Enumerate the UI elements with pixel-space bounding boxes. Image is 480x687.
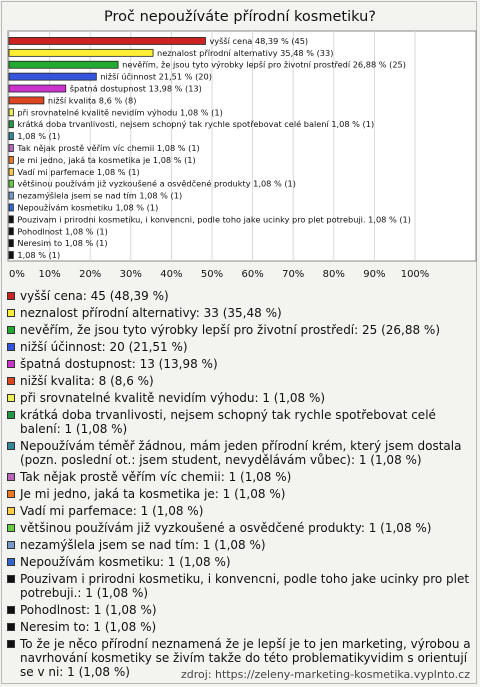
legend-text: To že je něco přírodní neznamená že je lepší je to jen marketing, výrobou a navrhování kosmetiky se živím takže do této problematikyvidim s orientují se v ni: 1 (1,08 %) bbox=[20, 637, 471, 679]
bar bbox=[9, 180, 13, 187]
x-tick-label: 80% bbox=[322, 269, 345, 280]
legend-text: většinou používám již vyzkoušené a osvědčené produkty: 1 (1,08 %) bbox=[20, 521, 432, 535]
bar-label: Neresim to 1,08 % (1) bbox=[17, 238, 108, 249]
bar-label: nevěřím, že jsou tyto výrobky lepší pro životní prostředí 26,88 % (25) bbox=[122, 59, 406, 70]
legend-item bbox=[7, 504, 473, 518]
x-tick-label: 70% bbox=[282, 269, 305, 280]
bar bbox=[9, 49, 153, 56]
x-tick-label: 10% bbox=[38, 269, 61, 280]
legend-item bbox=[7, 340, 473, 354]
legend-item bbox=[7, 323, 473, 337]
legend-swatch bbox=[7, 606, 15, 614]
bar-label: Vadí mi parfemace 1,08 % (1) bbox=[17, 166, 140, 177]
bar-label: Tak nějak prostě věřím víc chemii 1,08 % (1) bbox=[17, 143, 200, 153]
x-tick-label: 40% bbox=[160, 269, 183, 280]
x-tick-label: 30% bbox=[119, 269, 142, 280]
bar bbox=[9, 204, 13, 211]
bar-label: Pohodlnost 1,08 % (1) bbox=[17, 226, 108, 237]
bar-label: Nepoužívám kosmetiku 1,08 % (1) bbox=[17, 202, 159, 213]
legend-text: špatná dostupnost: 13 (13,98 %) bbox=[20, 357, 218, 371]
source-credit: zdroj: https://zeleny-marketing-kosmetika.vyplnto.cz bbox=[181, 668, 470, 681]
bar bbox=[9, 37, 205, 44]
legend-swatch bbox=[7, 360, 15, 368]
bar bbox=[9, 133, 13, 140]
legend-item bbox=[7, 439, 473, 467]
legend-item bbox=[7, 521, 473, 535]
legend-text: Je mi jedno, jaká ta kosmetika je: 1 (1,08 %) bbox=[20, 487, 286, 501]
bar bbox=[9, 145, 13, 152]
legend-swatch bbox=[7, 541, 15, 549]
legend-swatch bbox=[7, 309, 15, 317]
bar-label: nezamýšlela jsem se nad tím 1,08 % (1) bbox=[17, 190, 183, 201]
legend-text: Pouzivam i prirodni kosmetiku, i konvencni, podle toho jake ucinky pro plet potrebuji.: 1 (1,08 %) bbox=[20, 572, 470, 600]
bar bbox=[9, 156, 13, 163]
legend-text: Nepoužívám kosmetiku: 1 (1,08 %) bbox=[20, 555, 231, 569]
bar-label: při srovnatelné kvalitě nevidím výhodu 1,08 % (1) bbox=[17, 107, 223, 118]
legend-text: nižší kvalita: 8 (8,6 %) bbox=[20, 374, 154, 388]
legend-item bbox=[7, 357, 473, 371]
legend-item bbox=[7, 306, 473, 320]
legend-text: vyšší cena: 45 (48,39 %) bbox=[20, 289, 169, 303]
x-tick-label: 90% bbox=[363, 269, 386, 280]
legend-swatch bbox=[7, 524, 15, 532]
legend-swatch bbox=[7, 558, 15, 566]
chart-legend bbox=[7, 289, 473, 682]
legend-text: krátká doba trvanlivosti, nejsem schopný tak rychle spotřebovat celé balení: 1 (1,08 %) bbox=[20, 408, 436, 436]
bar-label: nižší účinnost 21,51 % (20) bbox=[100, 71, 212, 82]
legend-text: při srovnatelné kvalitě nevidím výhodu: 1 (1,08 %) bbox=[20, 391, 326, 405]
bar bbox=[9, 240, 13, 247]
legend-item bbox=[7, 374, 473, 388]
legend-swatch bbox=[7, 490, 15, 498]
legend-swatch bbox=[7, 394, 15, 402]
bar bbox=[9, 192, 13, 199]
bar bbox=[9, 73, 96, 80]
bar-label: špatná dostupnost 13,98 % (13) bbox=[69, 83, 202, 94]
legend-swatch bbox=[7, 326, 15, 334]
legend-swatch bbox=[7, 442, 15, 450]
bar-label: Pouzivam i prirodni kosmetiku, i konvencni, podle toho jake ucinky pro plet potrebuji. 1,08 % (1) bbox=[17, 214, 411, 225]
bar bbox=[9, 252, 13, 259]
bar bbox=[9, 85, 66, 92]
bar bbox=[9, 228, 13, 235]
x-tick-label: 20% bbox=[79, 269, 102, 280]
legend-swatch bbox=[7, 640, 15, 648]
bar-label: krátká doba trvanlivosti, nejsem schopný tak rychle spotřebovat celé balení 1,08 % (1) bbox=[17, 119, 375, 130]
legend-item bbox=[7, 391, 473, 405]
legend-item bbox=[7, 555, 473, 569]
legend-swatch bbox=[7, 473, 15, 481]
bar bbox=[9, 121, 13, 128]
bar bbox=[9, 168, 13, 175]
x-tick-label: 60% bbox=[241, 269, 264, 280]
bar bbox=[9, 61, 118, 68]
legend-swatch bbox=[7, 411, 15, 419]
bar-label: vyšší cena 48,39 % (45) bbox=[209, 35, 309, 46]
bar bbox=[9, 216, 13, 223]
bar bbox=[9, 97, 44, 104]
legend-swatch bbox=[7, 507, 15, 515]
legend-item bbox=[7, 408, 473, 436]
legend-text: nevěřím, že jsou tyto výrobky lepší pro životní prostředí: 25 (26,88 %) bbox=[20, 323, 441, 337]
legend-swatch bbox=[7, 377, 15, 385]
bar-label: 1,08 % (1) bbox=[17, 131, 61, 142]
legend-text: Neresim to: 1 (1,08 %) bbox=[20, 620, 157, 634]
legend-text: Vadí mi parfemace: 1 (1,08 %) bbox=[20, 504, 204, 518]
legend-text: Pohodlnost: 1 (1,08 %) bbox=[20, 603, 157, 617]
bar-label: neznalost přírodní alternativy 35,48 % (33) bbox=[157, 47, 334, 58]
legend-swatch bbox=[7, 623, 15, 631]
chart-title: Proč nepoužíváte přírodní kosmetiku? bbox=[104, 9, 376, 25]
legend-item bbox=[7, 289, 473, 303]
legend-text: nižší účinnost: 20 (21,51 %) bbox=[20, 340, 188, 354]
legend-item bbox=[7, 538, 473, 552]
legend-swatch bbox=[7, 292, 15, 300]
legend-item bbox=[7, 487, 473, 501]
legend-text: Nepoužívám téměř žádnou, mám jeden přírodní krém, který jsem dostala (pozn. poslední ot.: jsem student, nevydělávám vůbec): 1 (1,08 %) bbox=[20, 439, 462, 467]
legend-item bbox=[7, 620, 473, 634]
bar-label: nižší kvalita 8,6 % (8) bbox=[47, 95, 137, 106]
legend-item bbox=[7, 572, 473, 600]
x-tick-label: 0% bbox=[9, 269, 25, 280]
bar-label: 1,08 % (1) bbox=[17, 250, 61, 261]
bar bbox=[9, 109, 13, 116]
bar-label: většinou používám již vyzkoušené a osvědčené produkty 1,08 % (1) bbox=[17, 178, 296, 189]
legend-text: neznalost přírodní alternativy: 33 (35,48 %) bbox=[20, 306, 282, 320]
legend-item bbox=[7, 470, 473, 484]
x-tick-label: 100% bbox=[400, 269, 430, 280]
bar-label: Je mi jedno, jaká ta kosmetika je 1,08 % (1) bbox=[17, 154, 196, 165]
legend-text: Tak nějak prostě věřím víc chemii: 1 (1,08 %) bbox=[20, 470, 292, 484]
legend-text: nezamýšlela jsem se nad tím: 1 (1,08 %) bbox=[20, 538, 266, 552]
legend-item bbox=[7, 603, 473, 617]
x-tick-label: 50% bbox=[200, 269, 224, 280]
legend-swatch bbox=[7, 343, 15, 351]
bar-chart-plot bbox=[0, 0, 480, 285]
legend-swatch bbox=[7, 575, 15, 583]
